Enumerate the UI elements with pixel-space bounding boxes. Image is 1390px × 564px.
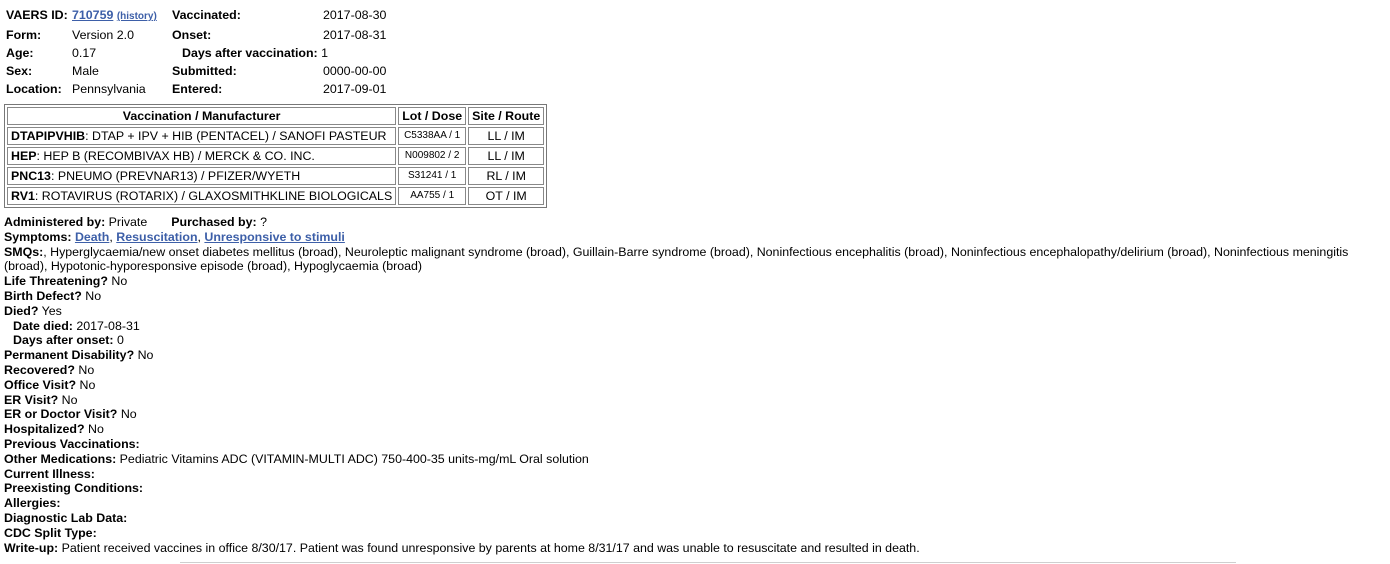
site-route-cell: RL / IM — [468, 167, 544, 185]
days-after-vaccination-value: 1 — [321, 46, 329, 60]
form-value: Version 2.0 — [72, 28, 134, 42]
administered-by-label: Administered by: — [4, 215, 106, 229]
previous-vaccinations-label: Previous Vaccinations: — [4, 436, 140, 451]
allergies — [4, 496, 1386, 511]
onset-value: 2017-08-31 — [323, 28, 387, 42]
died — [4, 304, 1386, 319]
writeup-label: Write-up: — [4, 540, 59, 555]
submitted-label: Submitted: — [172, 64, 237, 78]
report-details — [4, 215, 1386, 555]
vaccine-code: DTAPIPVHIB — [11, 129, 86, 143]
office-visit — [4, 378, 1386, 393]
date-died-value: 2017-08-31 — [76, 318, 140, 333]
report-header — [6, 6, 403, 98]
writeup-value: Patient received vaccines in office 8/30/17. Patient was found unresponsive by parents at home 8/31/17 and was unable to resuscitate and resulted in death. — [61, 540, 920, 555]
cdc-split-type-label: CDC Split Type: — [4, 525, 97, 540]
lot-dose-cell: N009802 / 2 — [398, 147, 466, 165]
purchased-by-label: Purchased by: — [171, 215, 257, 229]
office-visit-value: No — [79, 377, 96, 392]
entered-value: 2017-09-01 — [323, 82, 387, 96]
er-doctor-visit — [4, 407, 1386, 422]
form-label: Form: — [6, 28, 42, 42]
lot-dose-cell: AA755 / 1 — [398, 187, 466, 205]
lot-dose-cell: S31241 / 1 — [398, 167, 466, 185]
vaccine-description: : ROTAVIRUS (ROTARIX) / GLAXOSMITHKLINE BIOLOGICALS — [34, 189, 393, 203]
symptom-link-death[interactable]: Death — [74, 229, 110, 244]
table-row — [7, 147, 544, 165]
vaccine-cell — [7, 187, 396, 205]
age-label: Age: — [6, 46, 34, 60]
vaccine-code: RV1 — [11, 189, 35, 203]
days-after-vaccination — [172, 44, 403, 62]
sex-label: Sex: — [6, 64, 33, 78]
days-after-onset — [4, 333, 1386, 348]
onset-label: Onset: — [172, 28, 212, 42]
column-header-site-route: Site / Route — [468, 107, 544, 125]
birth-defect — [4, 289, 1386, 304]
writeup — [4, 541, 1386, 556]
current-illness-label: Current Illness: — [4, 466, 95, 481]
history-link[interactable]: (history) — [116, 11, 157, 22]
sex-value: Male — [72, 64, 99, 78]
column-header-vaccination: Vaccination / Manufacturer — [7, 107, 396, 125]
smqs-label: SMQs: — [4, 244, 44, 259]
administered-by-value: Private — [108, 215, 148, 229]
smqs-value: , Hyperglycaemia/new onset diabetes mellitus (broad), Neuroleptic malignant syndrome (broad), Guillain-Barre syndrome (broad), Noninfectious encephalitis (broad), Noninfectious encephalopathy/delirium (broad), Noninfectious meningitis (broad), Hypotonic-hyporesponsive episode (broad), Hypoglycaemia (broad) — [4, 244, 1349, 274]
date-died-label: Date died: — [13, 318, 73, 333]
hospitalized-label: Hospitalized? — [4, 422, 85, 437]
table-row — [7, 187, 544, 205]
vaccinated-label: Vaccinated: — [172, 8, 241, 22]
died-value: Yes — [41, 303, 62, 318]
er-doctor-visit-label: ER or Doctor Visit? — [4, 407, 118, 422]
vaccine-code: PNC13 — [11, 169, 51, 183]
life-threatening-value: No — [111, 274, 128, 289]
vaers-id-cell — [72, 6, 172, 26]
other-medications-value: Pediatric Vitamins ADC (VITAMIN-MULTI ADC) 750-400-35 units-mg/mL Oral solution — [119, 451, 589, 466]
life-threatening — [4, 274, 1386, 289]
vaccine-cell — [7, 167, 396, 185]
permanent-disability — [4, 348, 1386, 363]
column-header-lot-dose: Lot / Dose — [398, 107, 466, 125]
other-medications-label: Other Medications: — [4, 451, 117, 466]
life-threatening-label: Life Threatening? — [4, 274, 108, 289]
site-route-cell: OT / IM — [468, 187, 544, 205]
administered-purchased — [4, 215, 1386, 230]
other-medications — [4, 452, 1386, 467]
vaccination-table — [4, 104, 547, 208]
cdc-split-type — [4, 526, 1386, 541]
permanent-disability-value: No — [137, 348, 154, 363]
birth-defect-label: Birth Defect? — [4, 288, 82, 303]
smqs — [4, 245, 1386, 275]
vaccine-code: HEP — [11, 149, 37, 163]
vaccine-cell — [7, 147, 396, 165]
vaccine-description: : DTAP + IPV + HIB (PENTACEL) / SANOFI PASTEUR — [85, 129, 387, 143]
recovered-value: No — [78, 362, 95, 377]
divider — [180, 562, 1236, 563]
location-label: Location: — [6, 82, 62, 96]
entered-label: Entered: — [172, 82, 223, 96]
symptom-link-unresponsive[interactable]: Unresponsive to stimuli — [204, 229, 345, 244]
date-died — [4, 319, 1386, 334]
permanent-disability-label: Permanent Disability? — [4, 348, 135, 363]
recovered-label: Recovered? — [4, 362, 75, 377]
er-doctor-visit-value: No — [120, 407, 137, 422]
symptom-link-resuscitation[interactable]: Resuscitation — [116, 229, 198, 244]
purchased-by-value: ? — [260, 215, 267, 229]
table-row — [7, 127, 544, 145]
days-after-onset-label: Days after onset: — [13, 333, 114, 348]
table-row — [7, 167, 544, 185]
symptoms: Symptoms: Death, Resuscitation, Unresponsive to stimuli — [4, 229, 345, 244]
hospitalized — [4, 422, 1386, 437]
site-route-cell: LL / IM — [468, 127, 544, 145]
hospitalized-value: No — [88, 422, 104, 437]
vaers-id-label: VAERS ID: — [6, 8, 68, 22]
recovered — [4, 363, 1386, 378]
site-route-cell: LL / IM — [468, 147, 544, 165]
vaccinated-value: 2017-08-30 — [323, 8, 387, 22]
office-visit-label: Office Visit? — [4, 377, 77, 392]
location-value: Pennsylvania — [72, 82, 146, 96]
er-visit — [4, 393, 1386, 408]
lot-dose-cell: C5338AA / 1 — [398, 127, 466, 145]
symptoms-label: Symptoms: — [4, 229, 72, 244]
days-after-vaccination-label: Days after vaccination: — [182, 46, 318, 60]
birth-defect-value: No — [85, 288, 102, 303]
preexisting-conditions-label: Preexisting Conditions: — [4, 481, 144, 496]
previous-vaccinations — [4, 437, 1386, 452]
diagnostic-lab-data — [4, 511, 1386, 526]
er-visit-value: No — [61, 392, 78, 407]
diagnostic-lab-data-label: Diagnostic Lab Data: — [4, 510, 128, 525]
vaccine-cell — [7, 127, 396, 145]
died-label: Died? — [4, 303, 39, 318]
age-value: 0.17 — [72, 46, 97, 60]
er-visit-label: ER Visit? — [4, 392, 59, 407]
vaccine-description: : PNEUMO (PREVNAR13) / PFIZER/WYETH — [50, 169, 301, 183]
vaers-id-link[interactable]: 710759 — [72, 8, 114, 22]
days-after-onset-value: 0 — [117, 333, 124, 348]
allergies-label: Allergies: — [4, 496, 61, 511]
vaccine-description: : HEP B (RECOMBIVAX HB) / MERCK & CO. INC. — [36, 149, 315, 163]
current-illness — [4, 467, 1386, 482]
preexisting-conditions — [4, 481, 1386, 496]
submitted-value: 0000-00-00 — [323, 64, 387, 78]
